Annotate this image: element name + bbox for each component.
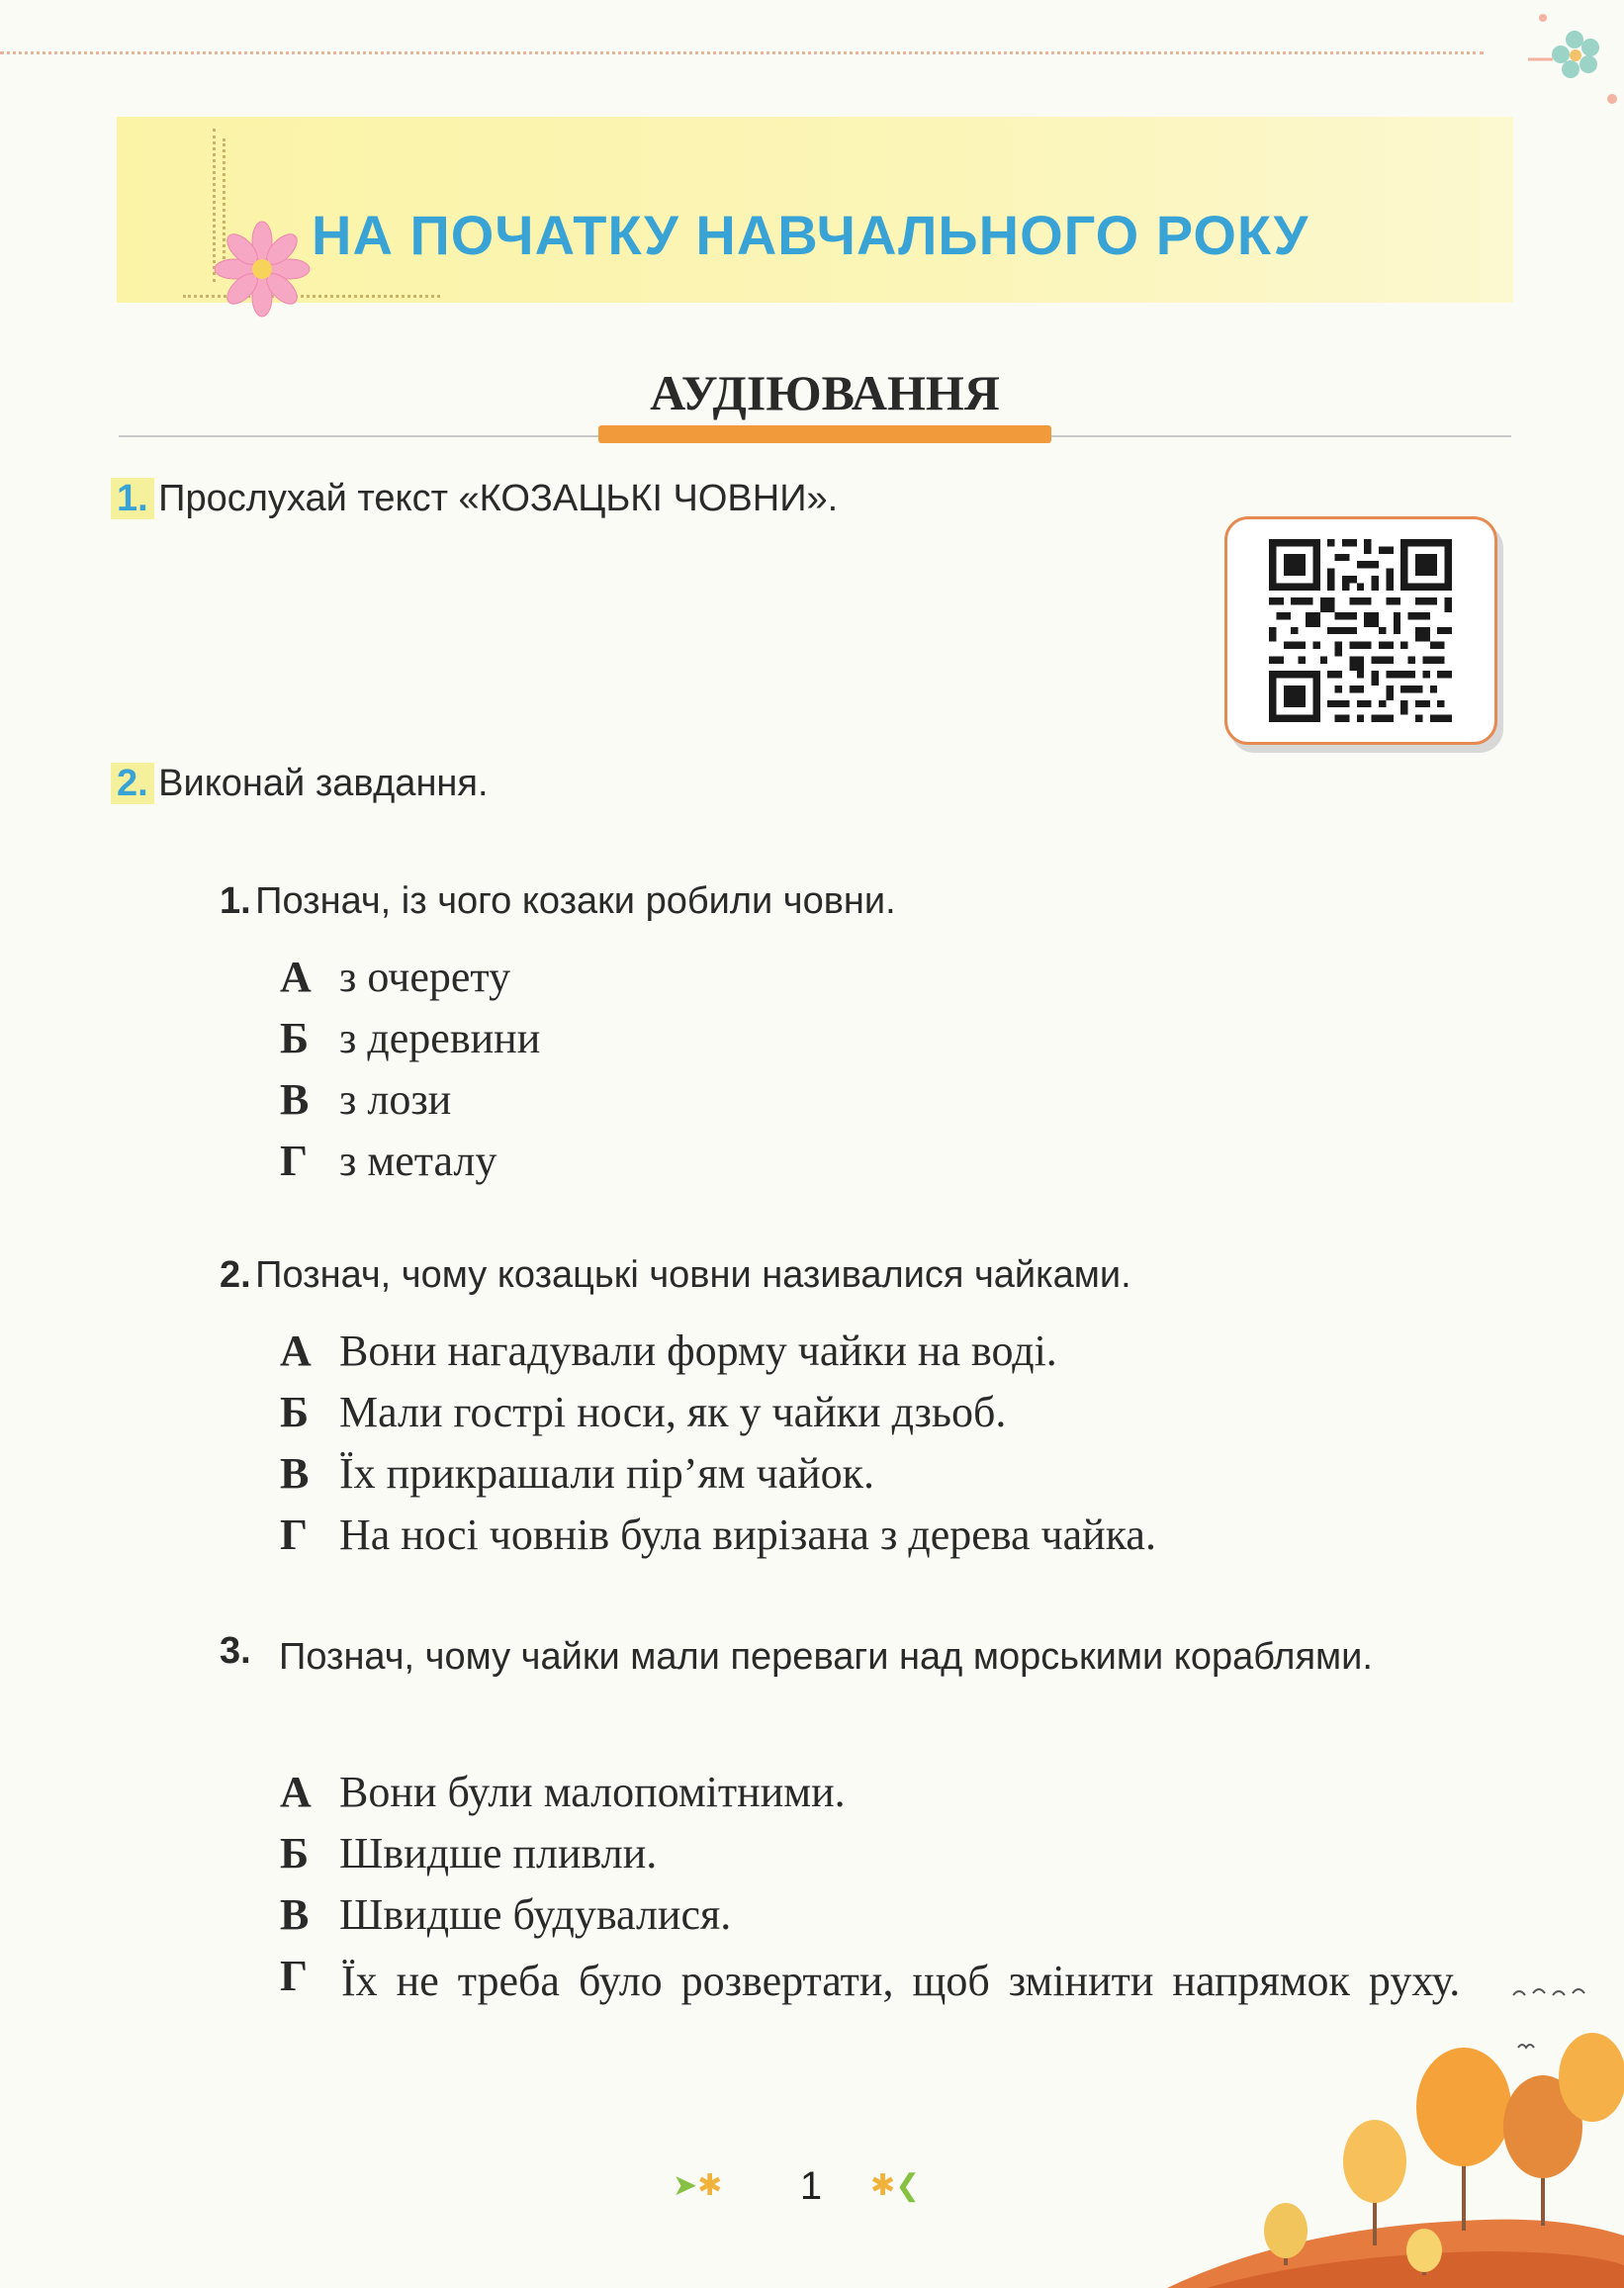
option-letter: Б — [280, 1014, 310, 1062]
option-text: Їх не треба було розвертати, щоб змінити напрямок руху. — [341, 1957, 1461, 2005]
option-a[interactable] — [280, 1767, 846, 1817]
qr-code-card[interactable] — [1224, 516, 1497, 745]
option-text: Вони нагадували форму чайки на воді. — [339, 1327, 1057, 1375]
question-text: Познач, чому козацькі човни називалися чайками. — [255, 1254, 1131, 1296]
option-a[interactable] — [280, 952, 510, 1002]
autumn-trees-illustration — [1167, 2018, 1624, 2288]
task-number: 2. — [111, 763, 154, 804]
option-letter: А — [280, 1327, 312, 1375]
option-text: Вони були малопомітними. — [339, 1768, 846, 1816]
option-text: з металу — [339, 1137, 497, 1185]
corner-flower-decoration — [1523, 0, 1624, 119]
page-number-ornament-right: ✱❮ — [870, 2169, 921, 2202]
birds-decoration — [1511, 1983, 1590, 2007]
option-a[interactable] — [280, 1326, 1057, 1376]
task-number: 1. — [111, 478, 154, 519]
option-b[interactable] — [280, 1828, 657, 1878]
option-c[interactable] — [280, 1889, 731, 1940]
option-text: з лози — [339, 1075, 452, 1124]
task-2 — [111, 760, 489, 807]
question-number: 3. — [220, 1630, 251, 1672]
option-b[interactable] — [280, 1387, 1006, 1437]
question-text: Познач, чому чайки мали переваги над морськими кораблями. — [279, 1636, 1373, 1678]
page-number: 1 — [799, 2164, 823, 2208]
option-text: Їх прикрашали пір’ям чайок. — [339, 1449, 875, 1498]
section-title: АУДІЮВАННЯ — [650, 365, 1000, 420]
option-text: з очерету — [339, 953, 511, 1001]
option-text: Швидше пливли. — [339, 1829, 658, 1877]
option-text: Мали гострі носи, як у чайки дзьоб. — [339, 1388, 1007, 1436]
question-1 — [220, 874, 896, 928]
option-text: Швидше будувалися. — [339, 1890, 732, 1939]
section-title-underline — [598, 425, 1051, 443]
option-letter: В — [280, 1890, 310, 1939]
question-number: 2. — [220, 1254, 251, 1296]
option-letter: Г — [280, 1510, 308, 1559]
option-text: з деревини — [339, 1014, 541, 1062]
option-letter: Б — [280, 1388, 310, 1436]
option-text: На носі човнів була вирізана з дерева чайка. — [339, 1510, 1156, 1559]
option-letter: В — [280, 1449, 310, 1498]
question-2 — [220, 1248, 1131, 1302]
option-d[interactable] — [280, 1510, 1156, 1560]
option-letter: В — [280, 1075, 310, 1124]
task-text: Прослухай текст «КОЗАЦЬКІ ЧОВНИ». — [158, 478, 839, 519]
option-letter: Г — [280, 1952, 308, 2000]
page-number-ornament-left: ➤✱ — [673, 2169, 723, 2202]
flower-icon — [213, 220, 312, 319]
task-text: Виконай завдання. — [158, 763, 489, 804]
qr-code-icon — [1259, 539, 1462, 722]
option-c[interactable] — [280, 1448, 874, 1499]
option-b[interactable] — [280, 1013, 540, 1063]
question-3 — [220, 1630, 1505, 1684]
question-number: 1. — [220, 880, 251, 922]
top-dotted-rule — [0, 51, 1484, 54]
page-title: НА ПОЧАТКУ НАВЧАЛЬНОГО РОКУ — [312, 204, 1309, 266]
option-d[interactable] — [280, 1136, 496, 1186]
option-d[interactable] — [280, 1951, 1506, 2012]
option-letter: Б — [280, 1829, 310, 1877]
option-c[interactable] — [280, 1074, 451, 1125]
task-1 — [111, 475, 838, 522]
question-text: Познач, із чого козаки робили човни. — [255, 880, 896, 922]
option-letter: Г — [280, 1137, 308, 1185]
option-letter: А — [280, 1768, 312, 1816]
option-letter: А — [280, 953, 312, 1001]
